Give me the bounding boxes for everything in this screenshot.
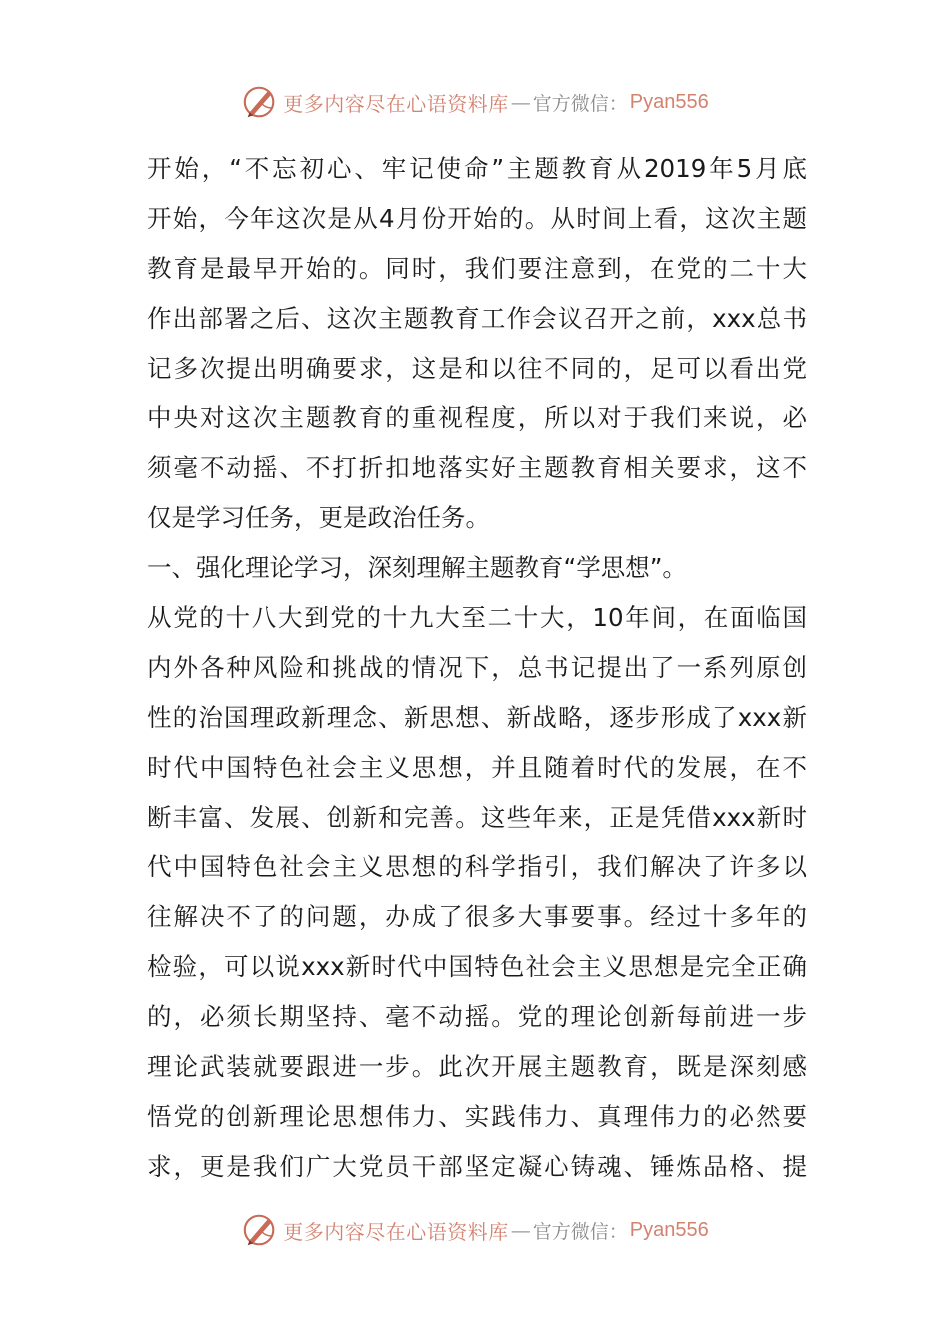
text-line: 仅是学习任务，更是政治任务。: [147, 503, 490, 533]
text-line: 断丰富、发展、创新和完善。这些年来，正是凭借xxx新时: [147, 802, 807, 832]
text-line: 往解决不了的问题，办成了很多大事要事。经过十多年的: [147, 902, 807, 932]
text-line: 理论武装就要跟进一步。此次开展主题教育，既是深刻感: [147, 1052, 807, 1082]
text-line: 检验，可以说xxx新时代中国特色社会主义思想是完全正确: [147, 952, 807, 982]
text-line: 悟党的创新理论思想伟力、实践伟力、真理伟力的必然要: [147, 1101, 807, 1131]
text-line: 作出部署之后、这次主题教育工作会议召开之前，xxx总书: [147, 303, 807, 333]
banner-wechat-id: Pyan556: [629, 1218, 709, 1241]
banner-wechat-label: 官方微信：: [532, 1220, 628, 1243]
header-banner: [0, 82, 950, 122]
text-line: 代中国特色社会主义思想的科学指引，我们解决了许多以: [147, 852, 807, 882]
banner-dash: —: [510, 1218, 531, 1242]
text-line: 时代中国特色社会主义思想，并且随着时代的发展，在不: [147, 752, 807, 782]
text-line: 须毫不动摇、不打折扣地落实好主题教育相关要求，这不: [147, 453, 807, 483]
banner-text: 更多内容尽在心语资料库: [283, 91, 509, 116]
text-line: 开始，今年这次是从4月份开始的。从时间上看，这次主题: [147, 203, 807, 233]
text-line: 的，必须长期坚持、毫不动摇。党的理论创新每前进一步: [147, 1002, 807, 1032]
body-text: [147, 144, 807, 1192]
banner-wechat-id: Pyan556: [629, 90, 709, 113]
text-line: 内外各种风险和挑战的情况下，总书记提出了一系列原创: [147, 652, 807, 682]
pen-logo-icon: [241, 83, 279, 121]
banner-dash: —: [510, 90, 531, 114]
footer-banner: [0, 1210, 950, 1250]
text-line: 一、强化理论学习，深刻理解主题教育“学思想”。: [147, 553, 687, 583]
text-line: 求，更是我们广大党员干部坚定凝心铸魂、锤炼品格、提: [147, 1151, 807, 1181]
text-line: 教育是最早开始的。同时，我们要注意到，在党的二十大: [147, 253, 807, 283]
pen-logo-icon: [241, 1211, 279, 1249]
text-line: 开始，“不忘初心、牢记使命”主题教育从2019年5月底: [147, 154, 807, 183]
text-line: 记多次提出明确要求，这是和以往不同的，足可以看出党: [147, 353, 807, 383]
banner-text: 更多内容尽在心语资料库: [283, 1219, 509, 1244]
text-line: 性的治国理政新理念、新思想、新战略，逐步形成了xxx新: [147, 702, 807, 732]
banner-wechat-label: 官方微信：: [532, 92, 628, 115]
text-line: 从党的十八大到党的十九大至二十大，10年间，在面临国: [147, 603, 807, 633]
text-line: 中央对这次主题教育的重视程度，所以对于我们来说，必: [147, 403, 807, 433]
